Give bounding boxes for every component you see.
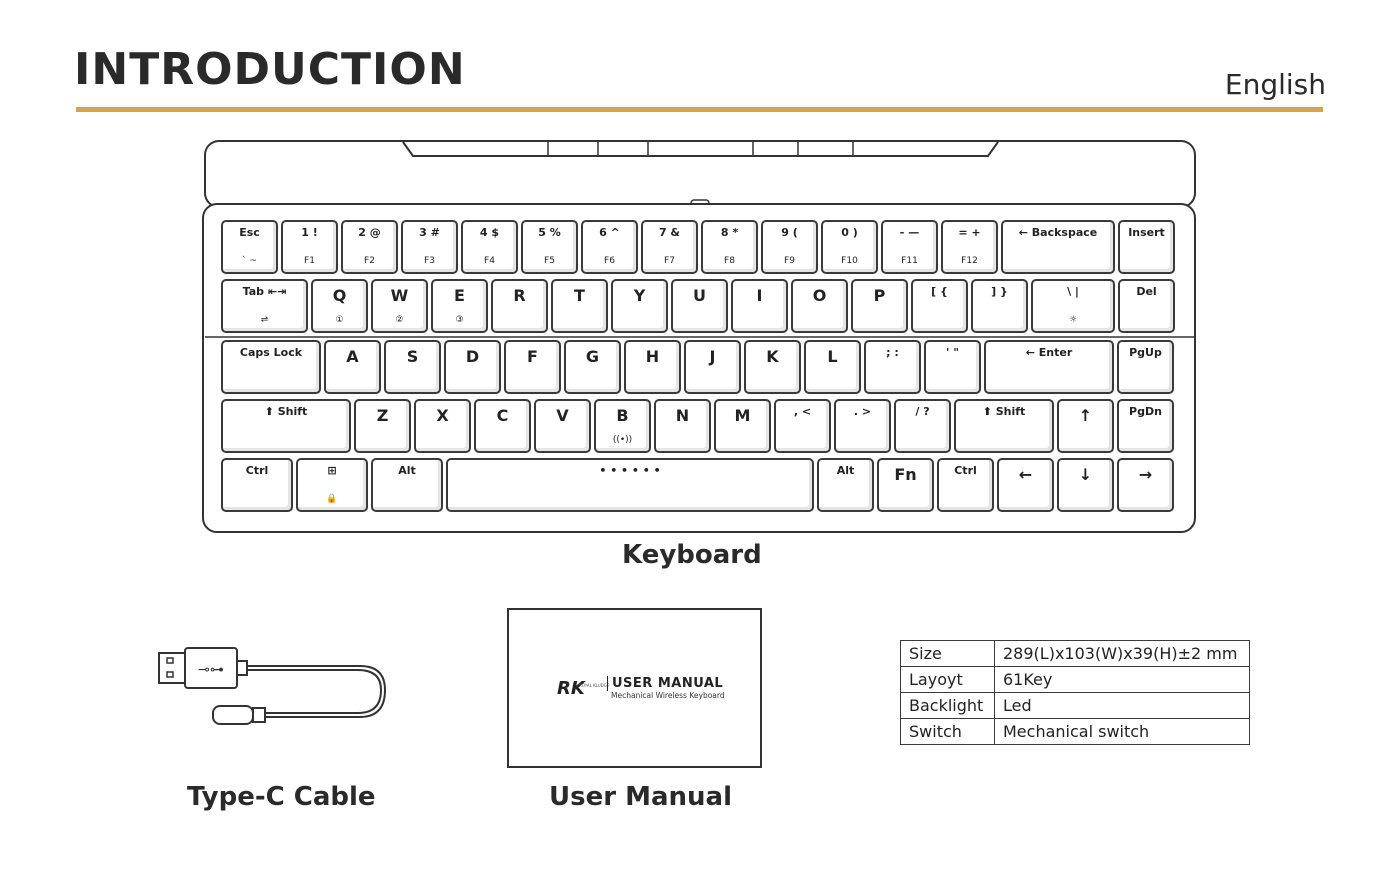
key-label: K (766, 347, 779, 366)
page-title: INTRODUCTION (74, 44, 466, 95)
manual-caption: User Manual (549, 782, 732, 812)
key-label: Caps Lock (239, 346, 303, 359)
key-sublabel: F1 (304, 256, 315, 266)
key (221, 399, 351, 453)
key-label: O (812, 286, 827, 305)
key-label: ← Enter (1025, 346, 1073, 359)
spec-table (900, 640, 1250, 745)
key-label: , < (793, 405, 812, 418)
key (924, 340, 981, 394)
key (641, 220, 698, 274)
key-sublabel: F3 (424, 256, 435, 266)
key (821, 220, 878, 274)
key (817, 458, 874, 512)
key-sublabel: F11 (901, 256, 918, 266)
key (1057, 458, 1114, 512)
key-sublabel: F9 (784, 256, 795, 266)
key (744, 340, 801, 394)
key (221, 279, 308, 333)
key (521, 220, 578, 274)
key-label: Ctrl (954, 464, 977, 477)
key (296, 458, 368, 512)
key-label: PgUp (1129, 346, 1162, 359)
key-label: ↓ (1078, 465, 1093, 484)
rk-logo-subtext: ROYAL KLUDGE (579, 683, 610, 688)
key (1031, 279, 1115, 333)
key (1118, 279, 1175, 333)
key (401, 220, 458, 274)
key-label: 9 ( (781, 226, 798, 239)
key (534, 399, 591, 453)
key-label: ← Backspace (1018, 226, 1098, 239)
key (877, 458, 934, 512)
key (971, 279, 1028, 333)
key (761, 220, 818, 274)
svg-text:⊸⊶: ⊸⊶ (198, 662, 224, 678)
key (941, 220, 998, 274)
header-divider (76, 107, 1323, 112)
key (311, 279, 368, 333)
key (551, 279, 608, 333)
key-label: N (675, 406, 690, 425)
key-label: Q (332, 286, 347, 305)
manual-cover-title: USER MANUAL (607, 676, 723, 691)
key (384, 340, 441, 394)
key-sublabel: F8 (724, 256, 735, 266)
spec-value: 61Key (995, 667, 1250, 693)
key (431, 279, 488, 333)
key-label: 5 % (538, 226, 561, 239)
key-label: 8 * (720, 226, 739, 239)
key-sublabel: ☼ (1068, 315, 1078, 325)
key-label: ⊞ (327, 464, 337, 477)
key (371, 279, 428, 333)
key (804, 340, 861, 394)
key (984, 340, 1114, 394)
key (774, 399, 831, 453)
key-label: • • • • • • (599, 464, 661, 477)
key-label: = + (958, 226, 981, 239)
key-sublabel: ① (335, 315, 344, 325)
language-label: English (1224, 68, 1326, 101)
key (954, 399, 1054, 453)
key (221, 458, 293, 512)
key-label: ← (1018, 465, 1033, 484)
key-label: R (513, 286, 526, 305)
key-label: ⬆ Shift (982, 405, 1026, 418)
spec-label: Size (901, 641, 995, 667)
user-manual-illustration (507, 608, 762, 768)
key-label: 4 $ (479, 226, 500, 239)
key (1117, 340, 1174, 394)
key (1117, 399, 1174, 453)
key-label: E (454, 286, 465, 305)
key (504, 340, 561, 394)
key-label: W (390, 286, 409, 305)
key-label: → (1138, 465, 1153, 484)
key-sublabel: ② (395, 315, 404, 325)
key-label: Ctrl (245, 464, 269, 477)
key (461, 220, 518, 274)
spec-label: Backlight (901, 693, 995, 719)
key-label: ] } (991, 285, 1008, 298)
key-sublabel: F4 (484, 256, 495, 266)
key-sublabel: ⇌ (260, 315, 269, 325)
key-label: Alt (836, 464, 855, 477)
rk-logo: RK (557, 678, 585, 699)
key (731, 279, 788, 333)
key (221, 220, 278, 274)
key (701, 220, 758, 274)
cable-caption: Type-C Cable (187, 782, 376, 812)
key-label: C (496, 406, 509, 425)
key-label: D (465, 347, 480, 366)
key (684, 340, 741, 394)
key (491, 279, 548, 333)
key-label: ↑ (1078, 406, 1093, 425)
key-label: Esc (239, 226, 260, 239)
spec-label: Layoyt (901, 667, 995, 693)
key-sublabel: ((•)) (612, 435, 633, 445)
key (221, 340, 321, 394)
key-label: 7 & (658, 226, 681, 239)
key (611, 279, 668, 333)
spec-label: Switch (901, 719, 995, 745)
key (444, 340, 501, 394)
key (1118, 220, 1175, 274)
key-label: V (556, 406, 569, 425)
key (714, 399, 771, 453)
key-label: S (406, 347, 419, 366)
key-label: F (527, 347, 538, 366)
key-label: A (346, 347, 359, 366)
key (654, 399, 711, 453)
key-label: M (734, 406, 751, 425)
key-sublabel: F6 (604, 256, 615, 266)
key (446, 458, 814, 512)
key-label: - — (899, 226, 920, 239)
manual-cover-subtitle: Mechanical Wireless Keyboard (611, 691, 725, 700)
key (911, 279, 968, 333)
key-label: Insert (1128, 226, 1165, 239)
key-label: H (645, 347, 660, 366)
key-label: Z (376, 406, 389, 425)
key-sublabel: ③ (455, 315, 464, 325)
key-label: 6 ^ (599, 226, 620, 239)
key-label: Alt (398, 464, 416, 477)
key-label: ; : (886, 346, 899, 359)
key-sublabel: F2 (364, 256, 375, 266)
key-label: ⬆ Shift (264, 405, 308, 418)
key-sublabel: F10 (841, 256, 858, 266)
key-label: 1 ! (301, 226, 318, 239)
key-sublabel: F5 (544, 256, 555, 266)
key-label: Tab ⇤⇥ (242, 285, 287, 298)
key-label: U (693, 286, 706, 305)
key-label: ' " (946, 346, 959, 359)
key-label: [ { (931, 285, 948, 298)
key-label: \ | (1067, 285, 1079, 298)
key (354, 399, 411, 453)
key (414, 399, 471, 453)
key (581, 220, 638, 274)
key-label: Del (1136, 285, 1157, 298)
spec-value: Mechanical switch (995, 719, 1250, 745)
key (1001, 220, 1115, 274)
key-label: J (709, 347, 716, 366)
key-label: P (873, 286, 886, 305)
key (474, 399, 531, 453)
key-label: Y (633, 286, 646, 305)
key (791, 279, 848, 333)
spec-value: 289(L)x103(W)x39(H)±2 mm (995, 641, 1250, 667)
key-label: I (756, 286, 763, 305)
key-label: 2 @ (358, 226, 381, 239)
key-label: . > (853, 405, 872, 418)
key (564, 340, 621, 394)
key (341, 220, 398, 274)
key-label: Fn (894, 465, 917, 484)
key-label: / ? (915, 405, 930, 418)
key (281, 220, 338, 274)
key-sublabel: F7 (664, 256, 675, 266)
key (834, 399, 891, 453)
key (671, 279, 728, 333)
key (624, 340, 681, 394)
key-label: PgDn (1129, 405, 1162, 418)
key (371, 458, 443, 512)
key (997, 458, 1054, 512)
keyboard-illustration (198, 134, 1198, 534)
key (894, 399, 951, 453)
key (937, 458, 994, 512)
key-label: 0 ) (841, 226, 858, 239)
key (851, 279, 908, 333)
key (324, 340, 381, 394)
key (881, 220, 938, 274)
spec-row (901, 719, 1250, 745)
spec-row (901, 641, 1250, 667)
spec-value: Led (995, 693, 1250, 719)
key-label: X (436, 406, 449, 425)
key-label: B (616, 406, 629, 425)
key (1117, 458, 1174, 512)
key-sublabel: 🔒 (326, 494, 338, 504)
key-label: G (585, 347, 600, 366)
key (864, 340, 921, 394)
key (594, 399, 651, 453)
type-c-cable-illustration (155, 645, 415, 735)
key-label: 3 # (419, 226, 440, 239)
key (1057, 399, 1114, 453)
key-label: L (827, 347, 838, 366)
key-sublabel: ` ~ (242, 256, 257, 266)
spec-row (901, 693, 1250, 719)
spec-row (901, 667, 1250, 693)
keyboard-caption: Keyboard (622, 540, 762, 570)
key-label: T (574, 286, 585, 305)
key-sublabel: F12 (961, 256, 978, 266)
